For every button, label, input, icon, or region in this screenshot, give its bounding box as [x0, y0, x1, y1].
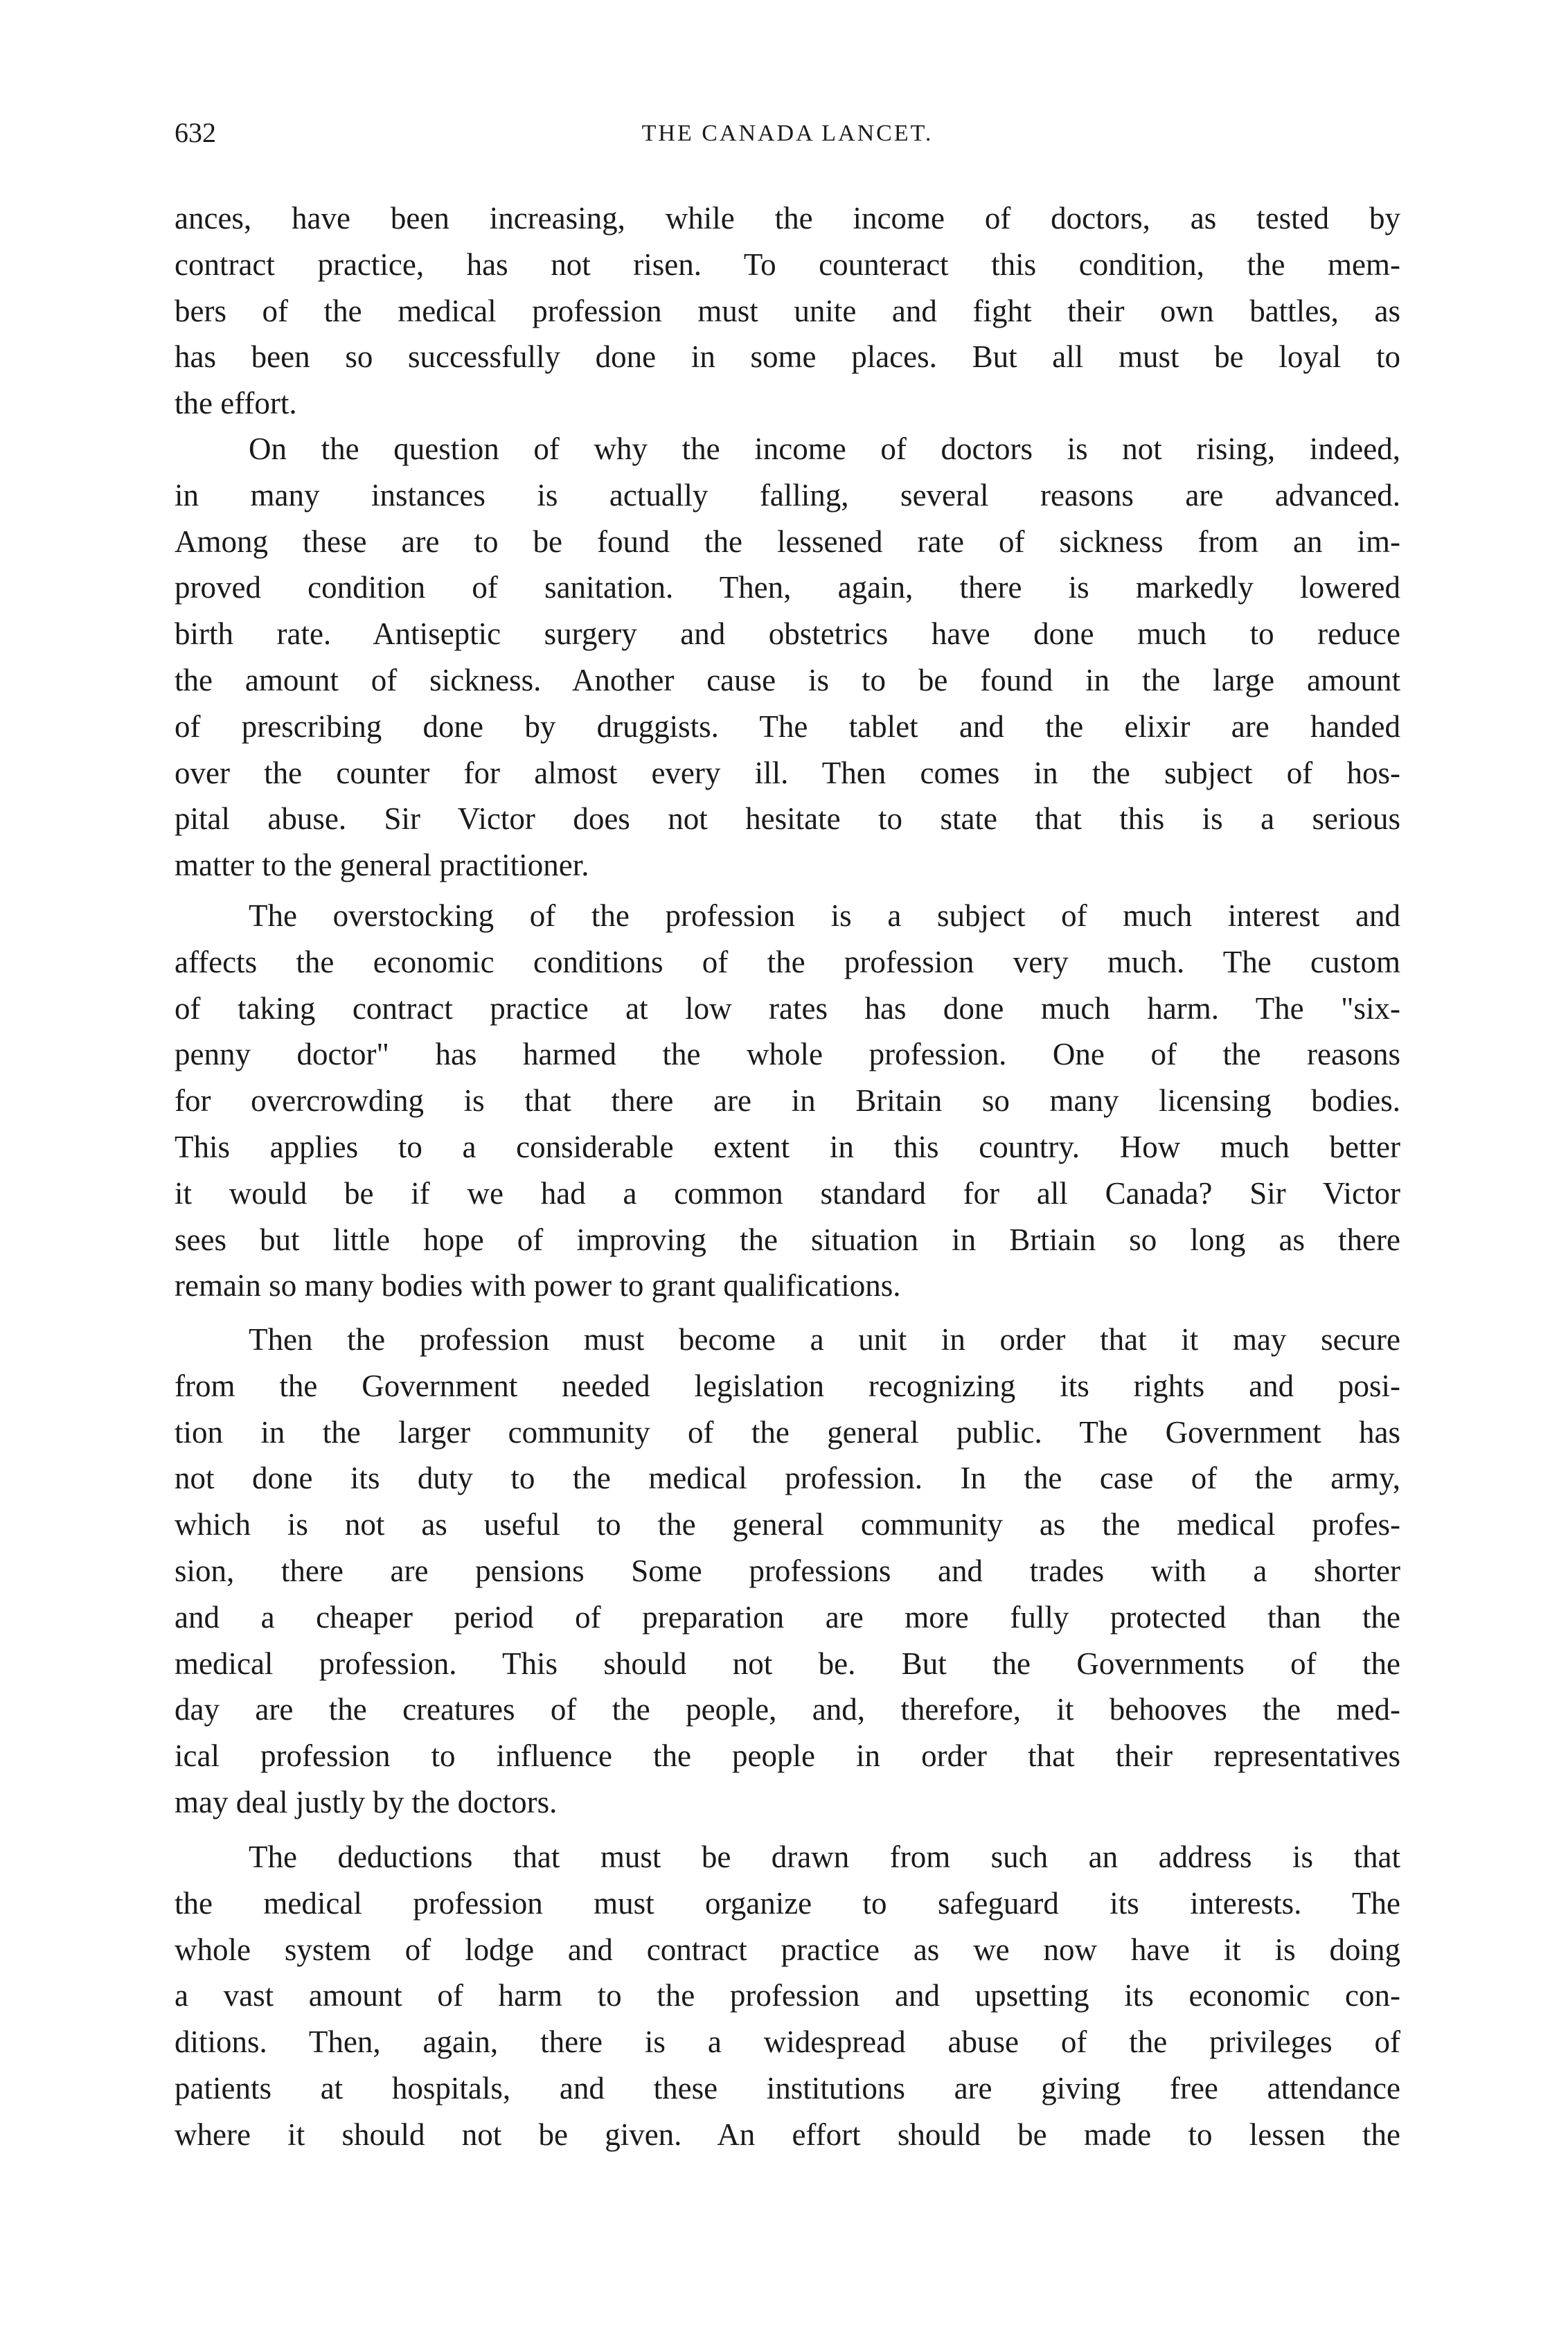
- text-line: from the Government needed legislation recognizing its rights and posi-: [175, 1368, 1400, 1403]
- text-line: where it should not be given. An effort should be made to lessen the: [175, 2117, 1400, 2152]
- text-line: Then the profession must become a unit in order that it may secure: [249, 1322, 1400, 1357]
- text-line: of taking contract practice at low rates has done much harm. The "six-: [175, 990, 1400, 1026]
- text-line: not done its duty to the medical profession. In the case of the army,: [175, 1461, 1400, 1496]
- text-line: This applies to a considerable extent in this country. How much better: [175, 1129, 1400, 1164]
- text-line: ances, have been increasing, while the income of doctors, as tested by: [175, 201, 1400, 235]
- text-line: a vast amount of harm to the profession and upsetting its economic con-: [175, 1978, 1400, 2013]
- text-line: of prescribing done by druggists. The tablet and the elixir are handed: [175, 709, 1400, 744]
- paragraph-1: [175, 195, 1400, 427]
- text-line: patients at hospitals, and these institutions are giving free attendance: [175, 2070, 1400, 2106]
- text-line: pital abuse. Sir Victor does not hesitate to state that this is a serious: [175, 801, 1400, 837]
- text-line: proved condition of sanitation. Then, again, there is markedly lowered: [175, 570, 1400, 605]
- page-number: 632: [175, 117, 216, 148]
- text-line: ical profession to influence the people in order that their representatives: [175, 1738, 1400, 1774]
- text-line: The overstocking of the profession is a subject of much interest and: [249, 898, 1400, 933]
- text-line: and a cheaper period of preparation are more fully protected than the: [175, 1599, 1400, 1635]
- text-line: tion in the larger community of the general public. The Government has: [175, 1414, 1400, 1450]
- text-line: ditions. Then, again, there is a widespread abuse of the privileges of: [175, 2024, 1400, 2060]
- running-title: THE CANADA LANCET.: [641, 121, 934, 146]
- text-line: the effort.: [175, 386, 297, 421]
- text-line: day are the creatures of the people, and, therefore, it behooves the med-: [175, 1692, 1400, 1727]
- text-line: The deductions that must be drawn from such an address is that: [249, 1840, 1400, 1874]
- text-line: whole system of lodge and contract practice as we now have it is doing: [175, 1932, 1400, 1967]
- text-line: birth rate. Antiseptic surgery and obstetrics have done much to reduce: [175, 616, 1400, 652]
- text-line: Among these are to be found the lessened rate of sickness from an im-: [175, 524, 1400, 559]
- paragraph-2: [175, 426, 1400, 889]
- page-header: [175, 116, 1400, 151]
- text-line: over the counter for almost every ill. Then comes in the subject of hos-: [175, 755, 1400, 790]
- paragraph-4: [175, 1317, 1400, 1826]
- text-line: the medical profession must organize to safeguard its interests. The: [175, 1885, 1400, 1921]
- paragraph-5: [175, 1834, 1400, 2158]
- text-line: affects the economic conditions of the profession very much. The custom: [175, 944, 1400, 979]
- text-line: On the question of why the income of doctors is not rising, indeed,: [249, 431, 1400, 466]
- text-line: matter to the general practitioner.: [175, 848, 589, 883]
- text-line: contract practice, has not risen. To counteract this condition, the mem-: [175, 247, 1400, 282]
- text-line: which is not as useful to the general community as the medical profes-: [175, 1507, 1400, 1542]
- text-line: sion, there are pensions Some professions and trades with a shorter: [175, 1553, 1400, 1588]
- text-line: it would be if we had a common standard for all Canada? Sir Victor: [175, 1175, 1400, 1211]
- text-line: for overcrowding is that there are in Britain so many licensing bodies.: [175, 1083, 1400, 1119]
- paragraph-3: [175, 893, 1400, 1309]
- text-line: medical profession. This should not be. But the Governments of the: [175, 1646, 1400, 1681]
- text-line: in many instances is actually falling, several reasons are advanced.: [175, 477, 1400, 513]
- text-line: remain so many bodies with power to grant qualifications.: [175, 1268, 901, 1303]
- text-line: sees but little hope of improving the situation in Brtiain so long as there: [175, 1222, 1400, 1257]
- text-line: bers of the medical profession must unite and fight their own battles, as: [175, 293, 1400, 328]
- text-line: may deal justly by the doctors.: [175, 1784, 558, 1819]
- text-line: penny doctor" has harmed the whole profession. One of the reasons: [175, 1037, 1400, 1072]
- text-line: has been so successfully done in some places. But all must be loyal to: [175, 339, 1400, 375]
- text-line: the amount of sickness. Another cause is to be found in the large amount: [175, 662, 1400, 697]
